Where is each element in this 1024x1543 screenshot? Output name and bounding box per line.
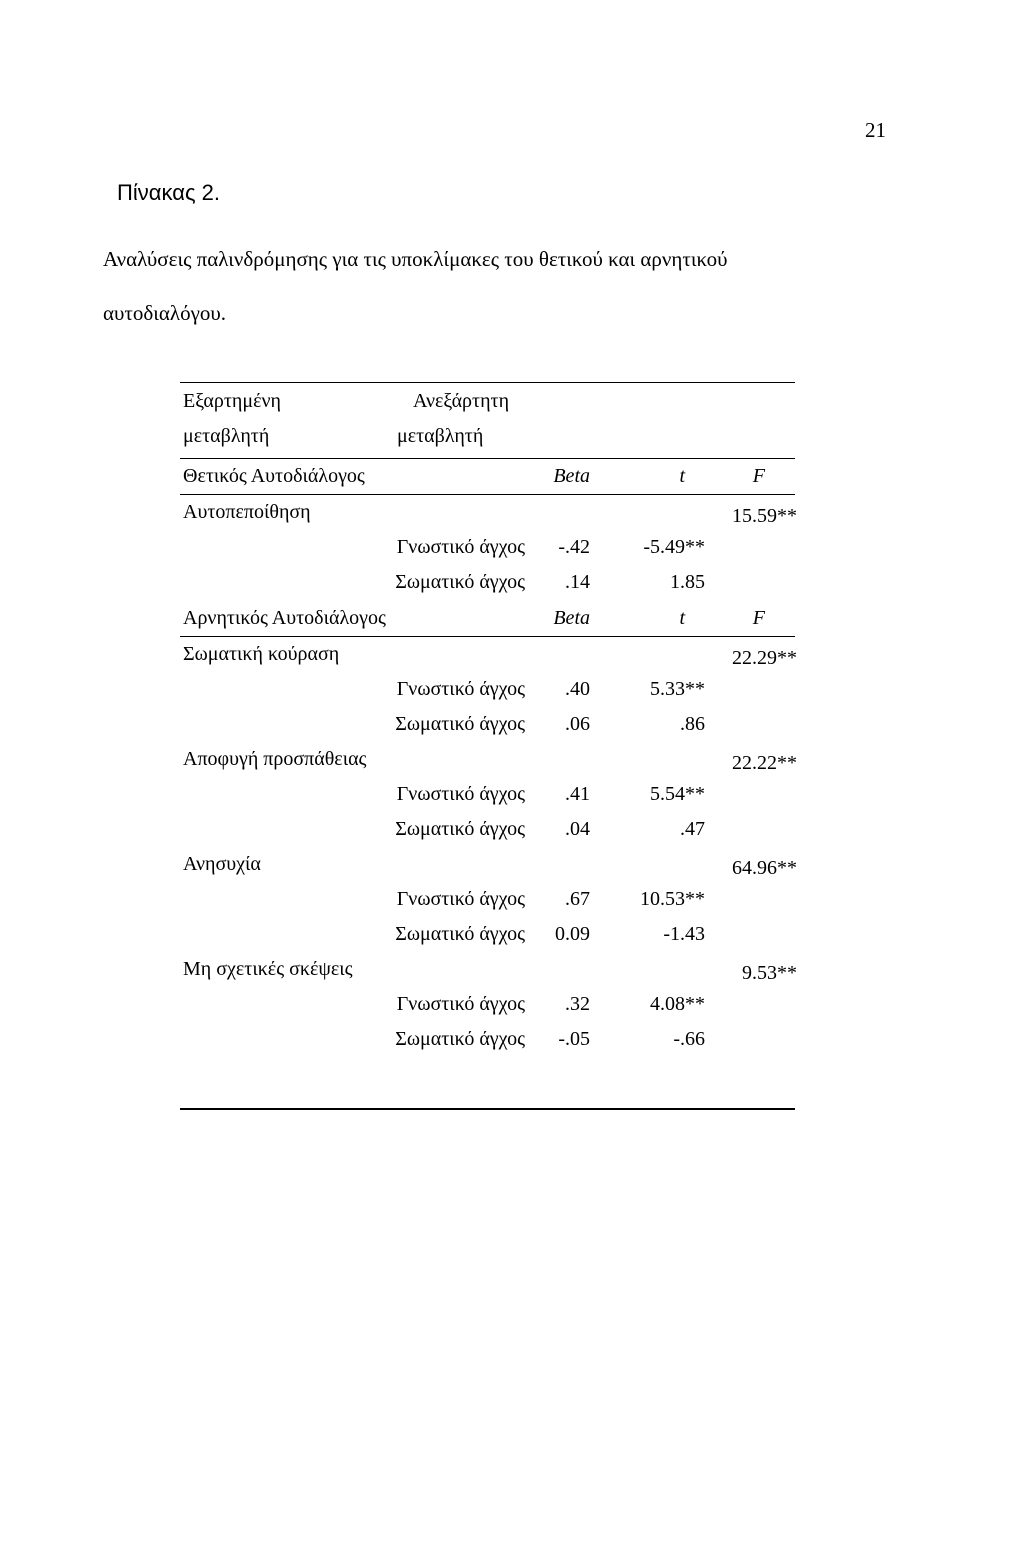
predictor-label: Σωματικό άγχος [395,818,525,840]
header-dependent-line-1: Εξαρτημένη [183,390,281,412]
dependent-variable-label: Ανησυχία [183,853,261,875]
f-value: 15.59** [732,505,797,527]
predictor-label: Σωματικό άγχος [395,713,525,735]
header-dependent-line-2: μεταβλητή [183,425,270,447]
t-value: 5.33** [650,678,705,700]
beta-value: .04 [565,818,590,840]
column-header-f: F [752,465,765,487]
section-title: Αρνητικός Αυτοδιάλογος [183,607,386,629]
predictor-label: Γνωστικό άγχος [396,993,525,1015]
column-header-f: F [752,607,765,629]
t-value: -.66 [673,1028,705,1050]
bottom-rule [180,1108,795,1110]
beta-value: .32 [565,993,590,1015]
section-header-rule [180,494,795,495]
column-header-t: t [679,607,685,629]
dependent-variable-label: Σωματική κούραση [183,643,340,665]
section-title: Θετικός Αυτοδιάλογος [183,465,365,487]
f-value: 22.22** [732,752,797,774]
beta-value: -.05 [558,1028,590,1050]
t-value: -5.49** [643,536,705,558]
t-value: 10.53** [640,888,705,910]
page-number: 21 [865,118,886,142]
predictor-label: Σωματικό άγχος [395,923,525,945]
top-rule [180,382,795,383]
column-header-beta: Beta [553,465,590,487]
caption-line-2: αυτοδιαλόγου. [103,301,226,325]
dependent-variable-label: Μη σχετικές σκέψεις [183,958,353,980]
beta-value: .14 [565,571,590,593]
predictor-label: Γνωστικό άγχος [396,888,525,910]
beta-value: .67 [565,888,590,910]
column-header-t: t [679,465,685,487]
header-independent-line-1: Ανεξάρτητη [413,390,510,412]
f-value: 64.96** [732,857,797,879]
header-independent-line-2: μεταβλητή [397,425,484,447]
header-rule [180,458,795,459]
predictor-label: Σωματικό άγχος [395,1028,525,1050]
predictor-label: Σωματικό άγχος [395,571,525,593]
predictor-label: Γνωστικό άγχος [396,678,525,700]
predictor-label: Γνωστικό άγχος [396,536,525,558]
beta-value: .06 [565,713,590,735]
t-value: .86 [680,713,705,735]
t-value: .47 [680,818,705,840]
table-label: Πίνακας 2. [117,180,221,205]
t-value: 5.54** [650,783,705,805]
dependent-variable-label: Αυτοπεποίθηση [183,501,311,523]
dependent-variable-label: Αποφυγή προσπάθειας [183,748,367,770]
column-header-beta: Beta [553,607,590,629]
beta-value: -.42 [558,536,590,558]
f-value: 22.29** [732,647,797,669]
t-value: -1.43 [663,923,705,945]
t-value: 1.85 [670,571,705,593]
table-caption [103,232,833,340]
predictor-label: Γνωστικό άγχος [396,783,525,805]
beta-value: 0.09 [555,923,590,945]
beta-value: .41 [565,783,590,805]
beta-value: .40 [565,678,590,700]
section-header-rule [180,636,795,637]
t-value: 4.08** [650,993,705,1015]
f-value: 9.53** [742,962,797,984]
caption-line-1: Αναλύσεις παλινδρόμησης για τις υποκλίμακες του θετικού και αρνητικού [103,247,728,271]
